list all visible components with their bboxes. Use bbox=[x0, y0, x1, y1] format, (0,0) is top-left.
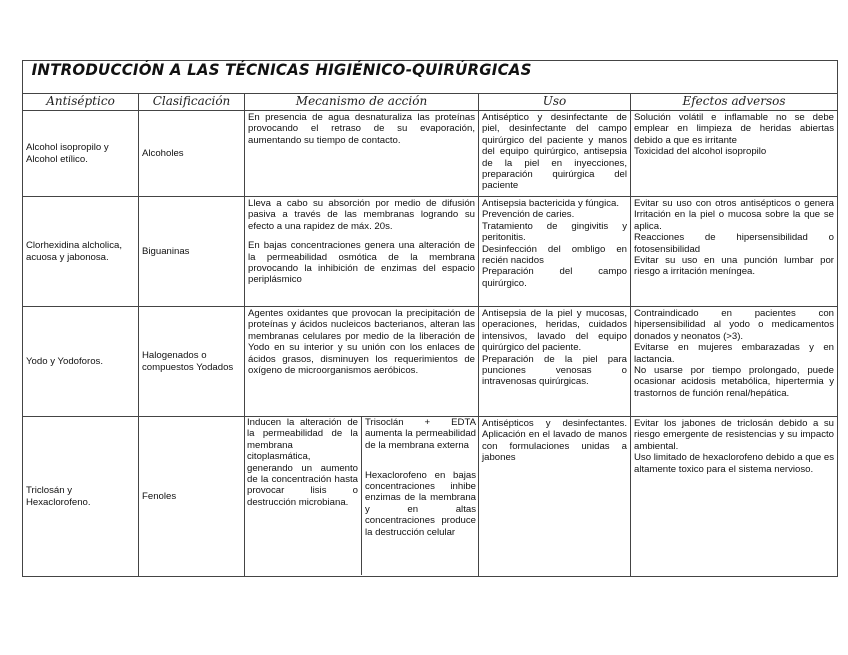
mecanismo-right-top: Trisoclán + EDTA aumenta la permeabilidad de la membrana externa bbox=[365, 417, 476, 451]
efectos-text: Evitar su uso con otros antisépticos o genera Irritación en la piel o mucosa sobre la que se aplica. bbox=[634, 198, 834, 232]
mecanismo-subtable bbox=[245, 417, 478, 575]
document-sheet bbox=[22, 60, 837, 577]
cell-uso bbox=[479, 417, 631, 577]
table-title-cell bbox=[23, 61, 838, 94]
uso-text: Antisepsia bactericida y fúngica. bbox=[482, 198, 620, 209]
cell-clasificacion: Halogenados o compuestos Yodados bbox=[139, 307, 245, 417]
uso-text: Antisepsia de la piel y mucosas, operaciones, heridas, cuidados intensivos, lavado del equipo quirúrgico del paciente. bbox=[482, 308, 627, 354]
mecanismo-text: En bajas concentraciones genera una alteración de la permeabilidad osmótica de la membrana provocando la inhibición de enzimas del espacio periplásmico bbox=[248, 240, 475, 286]
cell-antiseptico: Alcohol isopropilo y Alcohol etílico. bbox=[23, 111, 139, 197]
header-antiseptico: Antiséptico bbox=[23, 94, 139, 111]
uso-text: Antisépticos y desinfectantes. Aplicación en el lavado de manos con formulaciones unidas a jabones bbox=[482, 418, 627, 464]
table-row bbox=[23, 111, 838, 197]
cell-mecanismo bbox=[245, 417, 479, 577]
efectos-text: Uso limitado de hexaclorofeno debido a que es altamente toxico para el sistema nervioso. bbox=[634, 452, 835, 475]
antiseptics-table bbox=[22, 60, 838, 577]
cell-efectos bbox=[631, 417, 838, 577]
efectos-text: Solución volátil e inflamable no se debe emplear en limpieza de heridas abiertas debido a que es irritante bbox=[634, 112, 834, 146]
header-row bbox=[23, 94, 838, 111]
cell-mecanismo bbox=[245, 307, 479, 417]
cell-clasificacion: Biguaninas bbox=[139, 197, 245, 307]
efectos-text: Contraindicado en pacientes con hipersensibilidad al yodo o medicamentos donados y neonatos (>3). bbox=[634, 308, 834, 342]
cell-uso bbox=[479, 197, 631, 307]
uso-text: Desinfección del ombligo en recién nacidos bbox=[482, 243, 627, 267]
uso-text: Preparación del campo quirúrgico. bbox=[482, 266, 627, 289]
cell-antiseptico: Clorhexidina alcholica, acuosa y jabonosa. bbox=[23, 197, 139, 307]
page-title: INTRODUCCIÓN A LAS TÉCNICAS HIGIÉNICO-QUIRÚRGICAS bbox=[31, 60, 532, 79]
cell-clasificacion: Fenoles bbox=[139, 417, 245, 577]
cell-efectos bbox=[631, 307, 838, 417]
cell-antiseptico: Triclosán y Hexaclorofeno. bbox=[23, 417, 139, 577]
table-row bbox=[23, 417, 838, 577]
cell-efectos bbox=[631, 111, 838, 197]
cell-clasificacion: Alcoholes bbox=[139, 111, 245, 197]
cell-antiseptico: Yodo y Yodoforos. bbox=[23, 307, 139, 417]
mecanismo-text: En presencia de agua desnaturaliza las proteínas provocando el retraso de su evaporación, aumentando su tiempo de contacto. bbox=[248, 112, 475, 146]
efectos-text: Evitar los jabones de triclosán debido a su riesgo emergente de resistencias y su impacto ambiental. bbox=[634, 418, 834, 452]
efectos-text: Toxicidad del alcohol isopropilo bbox=[634, 146, 767, 158]
uso-text: Antiséptico y desinfectante de piel, desinfectante del campo quirúrgico del paciente y manos del equipo quirúrgico, antisepsia de la piel en inyecciones, preparación quirúrgica del paciente bbox=[482, 112, 627, 192]
efectos-text: No usarse por tiempo prolongado, puede ocasionar acidosis metabólica, hipertermia y trastornos de función renal/hepática. bbox=[634, 365, 834, 399]
mecanismo-left: Inducen la alteración de la permeabilidad de la membrana citoplasmática, generando un aumento de la concentración hasta provocar lisis o destrucción microbiana. bbox=[245, 417, 362, 575]
header-mecanismo: Mecanismo de acción bbox=[245, 94, 479, 111]
efectos-text: Evitarse en mujeres embarazadas y en lactancia. bbox=[634, 342, 834, 365]
cell-mecanismo bbox=[245, 197, 479, 307]
cell-uso bbox=[479, 307, 631, 417]
table-row bbox=[23, 307, 838, 417]
cell-mecanismo bbox=[245, 111, 479, 197]
header-uso: Uso bbox=[479, 94, 631, 111]
mecanismo-right-bottom: Hexaclorofeno en bajas concentraciones inhibe enzimas de la membrana y en altas concentraciones produce la destrucción celular bbox=[365, 469, 476, 538]
header-efectos: Efectos adversos bbox=[631, 94, 838, 111]
mecanismo-text: Lleva a cabo su absorción por medio de difusión pasiva a través de las membranas logrando su efecto a una rapidez de máx. 20s. bbox=[248, 198, 475, 232]
efectos-text: Evitar su uso en una punción lumbar por riesgo a irritación meníngea. bbox=[634, 255, 834, 278]
cell-uso bbox=[479, 111, 631, 197]
uso-text: Tratamiento de gingivitis y peritonitis. bbox=[482, 220, 627, 244]
cell-efectos bbox=[631, 197, 838, 307]
header-clasificacion: Clasificación bbox=[139, 94, 245, 111]
mecanismo-text: Agentes oxidantes que provocan la precipitación de proteínas y ácidos nucleicos bacterianos, alteran las membranas celulares por medio de la liberación de Yodo en su interior y su unión con los enlaces de ácidos grasos, disminuyen los requerimientos de oxígeno de microorganismos aeróbicos. bbox=[248, 308, 475, 377]
uso-text: Prevención de caries. bbox=[482, 209, 575, 221]
uso-text: Preparación de la piel para punciones venosas o intravenosas quirúrgicas. bbox=[482, 353, 627, 388]
table-row bbox=[23, 197, 838, 307]
efectos-text: Reacciones de hipersensibilidad o fotosensibilidad bbox=[634, 232, 834, 255]
